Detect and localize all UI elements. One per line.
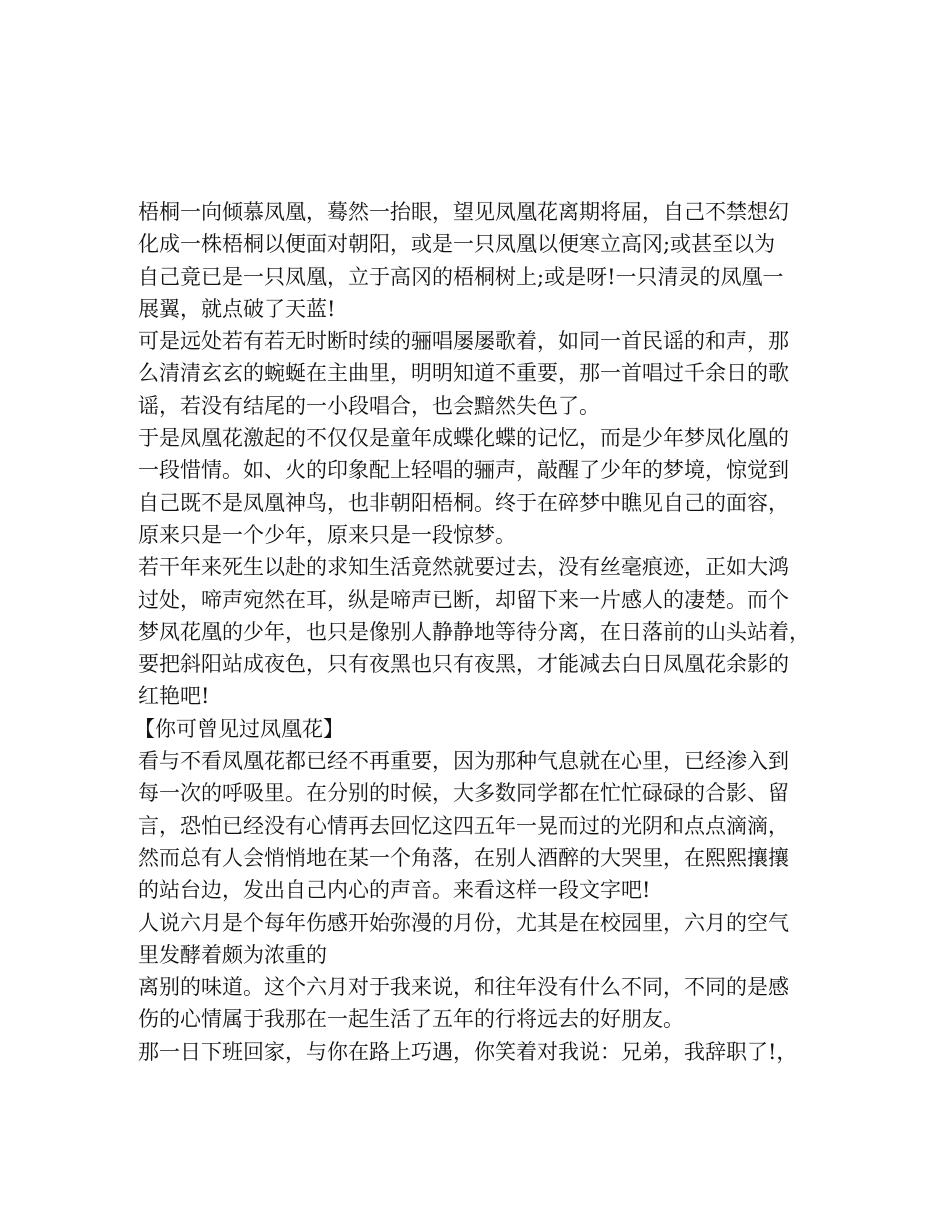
text-line: 梧桐一向倾慕凤凰，蓦然一抬眼，望见凤凰花离期将届，自己不禁想幻 xyxy=(138,200,789,224)
text-line: 原来只是一个少年，原来只是一段惊梦。 xyxy=(138,522,516,547)
text-line: 自己竟已是一只凤凰，立于高冈的梧桐树上;或是呀!一只清灵的凤凰一 xyxy=(138,264,784,289)
text-line: 展翼，就点破了天蓝! xyxy=(138,296,336,321)
text-line: 若干年来死生以赴的求知生活竟然就要过去，没有丝毫痕迹，正如大鸿 xyxy=(138,555,789,580)
text-line: 的站台边，发出自己内心的声音。来看这样一段文字吧! xyxy=(138,878,651,903)
text-line: 那一日下班回家，与你在路上巧遇，你笑着对我说：兄弟，我辞职了!， xyxy=(138,1039,798,1064)
text-line: 每一次的呼吸里。在分别的时候，大多数同学都在忙忙碌碌的合影、留 xyxy=(138,781,789,806)
text-line: 然而总有人会悄悄地在某一个角落，在别人酒醉的大哭里，在熙熙攘攘 xyxy=(138,845,789,870)
text-line: 人说六月是个每年伤感开始弥漫的月份，尤其是在校园里，六月的空气 xyxy=(138,910,789,935)
text-line: 言，恐怕已经没有心情再去回忆这四五年一晃而过的光阴和点点滴滴， xyxy=(138,813,789,838)
text-line: 梦凤花凰的少年，也只是像别人静静地等待分离，在日落前的山头站着， xyxy=(138,619,810,644)
text-line: 于是凤凰花激起的不仅仅是童年成蝶化蝶的记忆，而是少年梦凤化凰的 xyxy=(138,426,789,451)
text-line: 离别的味道。这个六月对于我来说，和往年没有什么不同，不同的是感 xyxy=(138,975,789,1000)
text-line: 谣，若没有结尾的一小段唱合，也会黯然失色了。 xyxy=(138,393,600,418)
text-line: 过处，啼声宛然在耳，纵是啼声已断，却留下来一片感人的凄楚。而个 xyxy=(138,587,789,612)
text-line: 要把斜阳站成夜色，只有夜黑也只有夜黑，才能减去白日凤凰花余影的 xyxy=(138,652,789,677)
text-line: 里发酵着颇为浓重的 xyxy=(138,942,327,967)
text-line: 么清清玄玄的蜿蜒在主曲里，明明知道不重要，那一首唱过千余日的歌 xyxy=(138,361,789,386)
text-line: 一段惜情。如、火的印象配上轻唱的骊声，敲醒了少年的梦境，惊觉到 xyxy=(138,458,789,483)
text-line: 看与不看凤凰花都已经不再重要，因为那种气息就在心里，已经渗入到 xyxy=(138,749,789,774)
document-body xyxy=(134,196,828,1068)
text-line: 可是远处若有若无时断时续的骊唱屡屡歌着，如同一首民谣的和声，那 xyxy=(138,329,789,354)
text-line: 伤的心情属于我那在一起生活了五年的行将远去的好朋友。 xyxy=(138,1007,684,1032)
text-line: 化成一株梧桐以便面对朝阳，或是一只凤凰以便寒立高冈;或甚至以为 xyxy=(138,232,776,257)
text-line: 红艳吧! xyxy=(138,684,210,709)
text-line: 自己既不是凤凰神鸟，也非朝阳梧桐。终于在碎梦中瞧见自己的面容， xyxy=(138,490,789,515)
section-heading: 【你可曾见过凤凰花】 xyxy=(134,716,344,741)
